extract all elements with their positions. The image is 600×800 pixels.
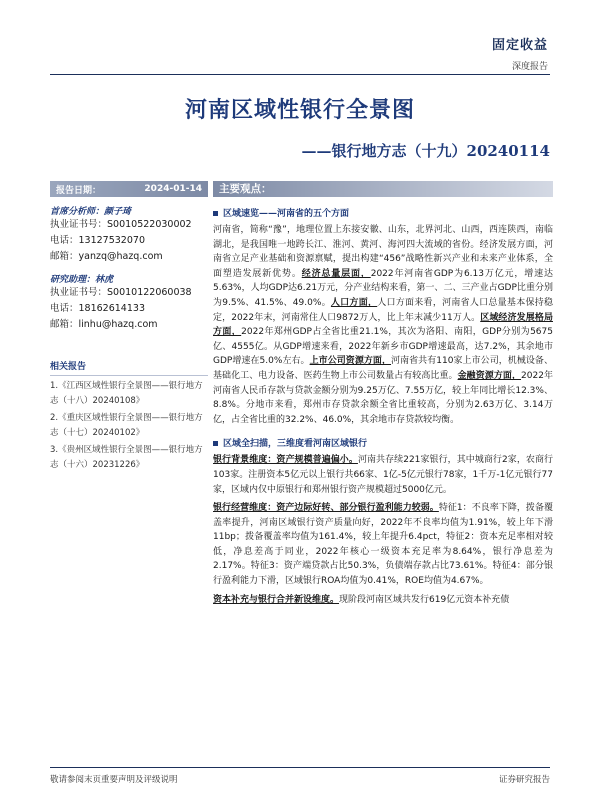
analyst-email[interactable]: 邮箱：yanzq@hazq.com <box>50 251 163 262</box>
related-report-link[interactable]: 3.《贵州区域性银行全景图——银行地方志（十六）20231226》 <box>50 445 203 470</box>
related-report-link[interactable]: 2.《重庆区域性银行全景图——银行地方志（十七）20240102》 <box>50 413 203 438</box>
analyst-name: 颜子琦 <box>104 207 132 217</box>
paragraph-bank-background: 银行背景维度：资产规模普遍偏小。河南共存续221家银行，其中城商行2家，农商行103家。注册资本5亿元以上银行共66家、1亿-5亿元银行78家，1千万-1亿元银行77家，区域内仅中原银行和郑州银行资产规模超过5000亿元。 <box>213 455 553 495</box>
assistant-cert: 执业证书号：S0010122060038 <box>50 287 192 298</box>
key-points-heading: 主要观点： <box>213 181 553 197</box>
header-divider <box>50 74 550 75</box>
report-subcategory: 深度报告 <box>511 62 548 72</box>
section-bullet: 区域全扫描，三维度看河南区域银行 <box>213 436 553 449</box>
footer-disclaimer: 敬请参阅末页重要声明及评级说明 <box>50 775 178 785</box>
page-subtitle: ——银行地方志（十九）20240114 <box>301 142 550 160</box>
paragraph-capital: 资本补充与银行合并新设维度。现阶段河南区域共发行619亿元资本补充债 <box>213 594 510 605</box>
page-title: 河南区域性银行全景图 <box>184 97 415 123</box>
paragraph-region-overview: 河南省，简称“豫”，地理位置上东接安徽、山东，北界河北、山西，西连陕西，南临湖北，是我国唯一地跨长江、淮河、黄河、海河四大流域的省份。经济发展方面，河南省立足产业基础和资源禀赋，提出构建“456”战略性新兴产业和未来产业体系，全面塑造发展新优势。经济总量层面，2022年河南省GDP为6.13万亿元，增速达5.63%，人均GDP达6.21万元，分产业结构来看，第一、二、三产业占GDP比重分别为9.5%、41.5%、49.0%。人口方面，人口方面来看，河南省人口总量基本保持稳定，2022年末，河南常住人口9872万人，比上年末减少11万人。区域经济发展格局方面，2022年郑州GDP占全省比重21.1%，其次为洛阳、南阳，GDP分别为5675亿、4555亿。从GDP增速来看，2022年新乡市GDP增速最高，达7.2%，其余地市GDP增速在5.0%左右。上市公司资源方面，河南省共有110家上市公司，机械设备、基础化工、电力设备、医药生物上市公司数量占有较高比重。金融资源方面，2022年河南省人民币存款与贷款金额分别为9.25万亿、7.55万亿，较上年同比增长12.3%、8.8%。分地市来看，郑州市存贷款余额全省比重较高，分别为2.63万亿、3.14万亿，占全省比重的32.2%、46.0%，其余地市存贷款较均衡。 <box>213 225 553 425</box>
assistant-email[interactable]: 邮箱：linhu@hazq.com <box>50 319 158 330</box>
left-sidebar <box>50 181 208 472</box>
footer-label: 证券研究报告 <box>498 775 550 785</box>
analyst-phone: 电话：13127532070 <box>50 235 145 246</box>
report-category: 固定收益 <box>491 38 548 53</box>
section-bullet: 区域速览——河南省的五个方面 <box>213 206 553 219</box>
assistant-role: 研究助理： <box>50 275 96 285</box>
related-report-link[interactable]: 1.《江西区域性银行全景图——银行地方志（十八）20240108》 <box>50 381 203 406</box>
bullet-square-icon <box>213 211 218 216</box>
date-value: 2024-01-14 <box>144 184 202 194</box>
main-content <box>213 181 553 607</box>
footer-divider <box>50 767 550 768</box>
report-date-bar <box>50 181 208 197</box>
analyst-cert: 执业证书号：S0010522030002 <box>50 219 192 230</box>
header <box>492 34 548 72</box>
date-label: 报告日期： <box>56 185 102 196</box>
related-reports-heading: 相关报告 <box>50 359 208 376</box>
paragraph-bank-operations: 银行经营维度：资产边际好转、部分银行盈利能力较弱。特征1：不良率下降，拨备覆盖率提升，河南区域银行资产质量向好，2022年不良率均值为1.91%，较上年下滑11bp；拨备覆盖率均值为161.4%，较上年提升6.4pct，特征2：资本充足率相对较低，净息差高于同业，2022年核心一级资本充足率为8.64%，银行净息差为2.17%。特征3：资产端贷款占比50.3%，负债端存款占比73.61%。特征4：部分银行盈利能力下滑，区域银行ROA均值为0.41%，ROE均值为4.67%。 <box>213 503 553 587</box>
assistant-phone: 电话：18162614133 <box>50 303 145 314</box>
assistant-heading <box>50 272 208 285</box>
analyst-role: 首席分析师： <box>50 207 105 217</box>
analyst-heading <box>50 204 208 217</box>
bullet-square-icon <box>213 441 218 446</box>
assistant-name: 林虎 <box>95 275 114 285</box>
